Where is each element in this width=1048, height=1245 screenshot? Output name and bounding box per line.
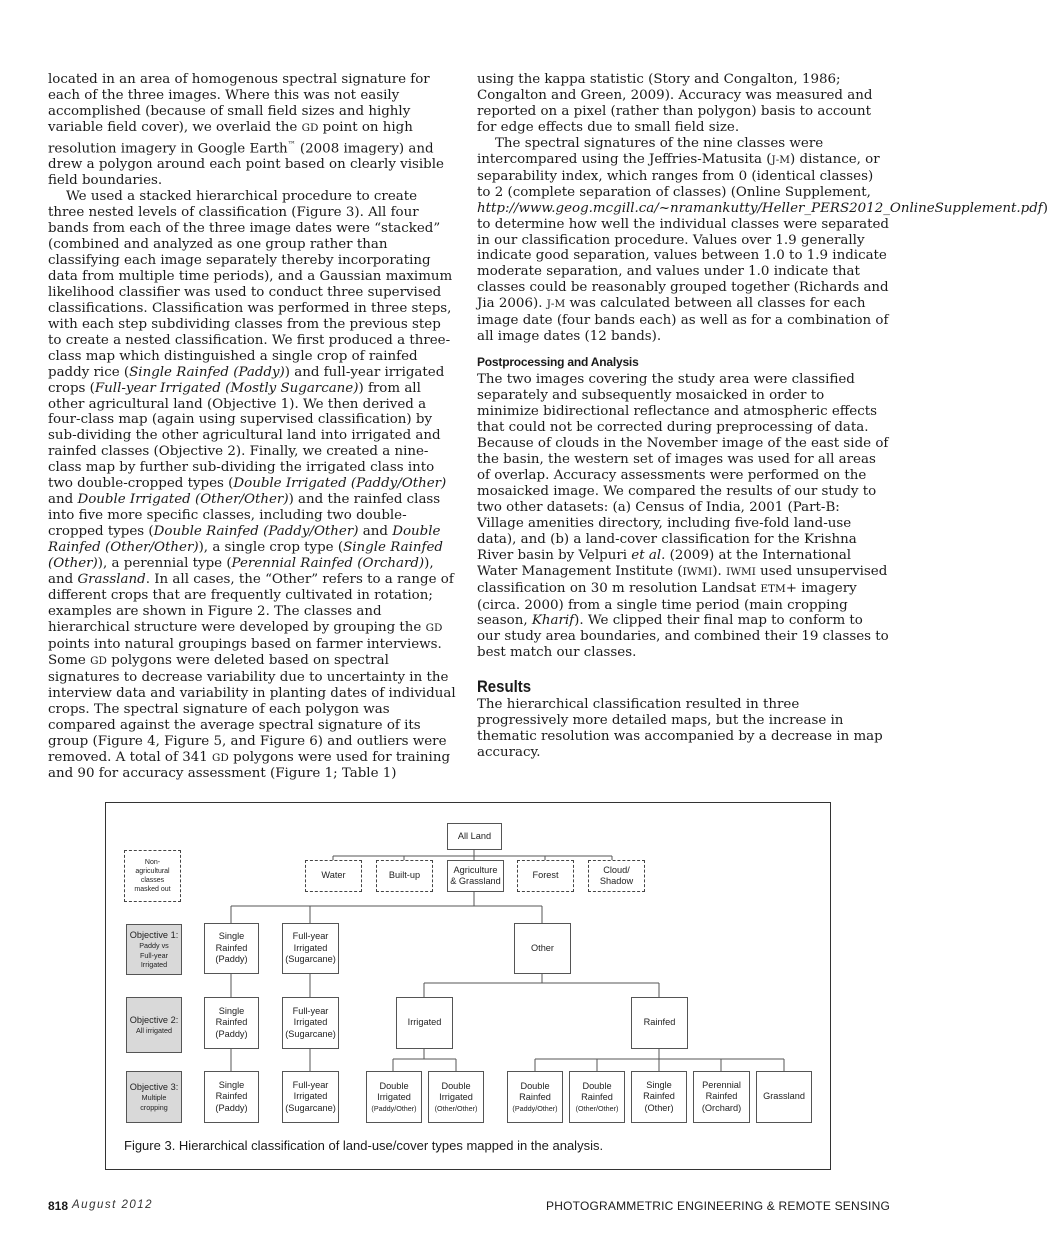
paragraph: located in an area of homogenous spectral signature for each of the three images. Where this was not easily accomplished (because of small field sizes and highly variable field cover), we overlaid the GD point on high resolution imagery in Google Earth™ (2008 imagery) and drew a polygon around each point based on clearly visible field boundaries. <box>48 72 444 189</box>
left-text-column <box>48 72 456 782</box>
node-cloud-shadow: Cloud/ Shadow <box>588 860 645 892</box>
node-fullyear-irrigated-l3: Full-year Irrigated (Sugarcane) <box>282 1071 339 1123</box>
node-single-rainfed-other: Single Rainfed (Other) <box>631 1071 687 1123</box>
node-masked-note: Non- agricultural classes masked out <box>124 850 181 902</box>
paragraph: We used a stacked hierarchical procedure to create three nested levels of classification (Figure 3). All four bands from each of the three image dates were “stacked” (combined and analyzed as one group rather than classifying each image separately thereby incorporating data from multiple time periods), and a Gaussian maximum likelihood classifier was used to conduct three supervised classifications. Classification was performed in three steps, with each step subdividing classes from the previous step to create a nested classification. We first produced a three-class map which distinguished a single crop of rainfed paddy rice (Single Rainfed (Paddy)) and full-year irrigated crops (Full-year Irrigated (Mostly Sugarcane)) from all other agricultural land (Objective 1). We then derived a four-class map (again using supervised classification) by sub-dividing the other agricultural land into irrigated and rainfed classes (Objective 2). Finally, we created a nine-class map by further sub-dividing the irrigated class into two double-cropped types (Double Irrigated (Paddy/Other) and Double Irrigated (Other/Other)) and the rainfed class into five more specific classes, including two double-cropped types (Double Rainfed (Paddy/Other) and Double Rainfed (Other/Other)), a single crop type (Single Rainfed (Other)), a perennial type (Perennial Rainfed (Orchard)), and Grassland. In all cases, the “Other” refers to a range of different crops that are frequently cultivated in rotation; examples are shown in Figure 2. The classes and hierarchical structure were developed by grouping the GD points into natural groupings based on farmer interviews. Some GD polygons were deleted based on spectral signatures to decrease variability due to uncertainty in the interview data and variability in planting dates of individual crops. The spectral signature of each polygon was compared against the average spectral signature of its group (Figure 4, Figure 5, and Figure 6) and outliers were removed. A total of 341 GD polygons were used for training and 90 for accuracy assessment (Figure 1; Table 1) <box>48 189 456 782</box>
journal-name: PHOTOGRAMMETRIC ENGINEERING & REMOTE SENSING <box>546 1199 890 1213</box>
figure-caption: Figure 3. Hierarchical classification of land-use/cover types mapped in the analysis. <box>124 1138 604 1153</box>
section-heading-postprocessing: Postprocessing and Analysis <box>477 355 639 370</box>
page-number: 818 <box>48 1199 69 1213</box>
node-other: Other <box>514 923 571 974</box>
figure-3 <box>105 802 831 1170</box>
issue-date: August 2012 <box>72 1199 154 1211</box>
section-heading-results: Results <box>477 677 532 697</box>
right-text-column <box>477 72 1048 761</box>
node-single-rainfed-paddy-l2: Single Rainfed (Paddy) <box>204 997 259 1049</box>
paragraph: The two images covering the study area were classified separately and subsequently mosaicked in order to minimize bidirectional reflectance and atmospheric effects that could not be corrected during preprocessing of data. Because of clouds in the November image of the east side of the basin, the western set of images was used for all areas of overlap. Accuracy assessments were performed on the mosaicked image. We compared the results of our study to two other datasets: (a) Census of India, 2001 (Part-B: Village amenities directory, including five-fold land-use data), and (b) a land-cover classification for the Krishna River basin by Velpuri et al. (2009) at the International Water Management Institute (IWMI). IWMI used unsupervised classification on 30 m resolution Landsat ETM+ imagery (circa. 2000) from a single time period (main cropping season, Kharif). We clipped their final map to conform to our study area boundaries, and combined their 19 classes to best match our classes. <box>477 372 889 661</box>
node-irrigated: Irrigated <box>396 997 453 1049</box>
node-perennial-rainfed-orchard: Perennial Rainfed (Orchard) <box>693 1071 750 1123</box>
node-agriculture-grassland: Agriculture & Grassland <box>447 860 504 892</box>
objective-2-label: Objective 2: All irrigated <box>126 997 182 1053</box>
node-grassland: Grassland <box>756 1071 812 1123</box>
node-fullyear-irrigated-l2: Full-year Irrigated (Sugarcane) <box>282 997 339 1049</box>
node-forest: Forest <box>517 860 574 892</box>
objective-1-label: Objective 1: Paddy vs Full-year Irrigated <box>126 924 182 975</box>
node-single-rainfed-paddy-l3: Single Rainfed (Paddy) <box>204 1071 259 1123</box>
paragraph: using the kappa statistic (Story and Congalton, 1986; Congalton and Green, 2009). Accuracy was measured and reported on a pixel (rather than polygon) basis to account for edge effects due to small field size. <box>477 72 873 135</box>
node-water: Water <box>305 860 362 892</box>
node-double-irrigated-other-other: Double Irrigated (Other/Other) <box>428 1071 484 1123</box>
objective-3-label: Objective 3: Multiple cropping <box>126 1071 182 1123</box>
node-double-rainfed-other-other: Double Rainfed (Other/Other) <box>569 1071 625 1123</box>
node-fullyear-irrigated-l1: Full-year Irrigated (Sugarcane) <box>282 923 339 974</box>
paragraph: The spectral signatures of the nine classes were intercompared using the Jeffries-Matusita (J-M) distance, or separability index, which ranges from 0 (identical classes) to 2 (complete separation of classes) (Online Supplement, http://www.geog.mcgill.ca/~nramankutty/Heller_PERS2012_OnlineSupplement.pdf) to determine how well the individual classes were separated in our classification procedure. Values over 1.9 generally indicate good separation, values between 1.0 to 1.9 indicate moderate separation, and values under 1.0 indicate that classes could be reasonably grouped together (Richards and Jia 2006). J-M was calculated between all classes for each image date (four bands each) as well as for a combination of all image dates (12 bands). <box>477 135 1048 345</box>
page-footer <box>48 1199 890 1219</box>
supplement-url[interactable]: http://www.geog.mcgill.ca/~nramankutty/Heller_PERS2012_OnlineSupplement.pdf <box>477 200 1043 216</box>
node-builtup: Built-up <box>376 860 433 892</box>
node-single-rainfed-paddy-l1: Single Rainfed (Paddy) <box>204 923 259 974</box>
node-double-irrigated-paddy-other: Double Irrigated (Paddy/Other) <box>366 1071 422 1123</box>
node-double-rainfed-paddy-other: Double Rainfed (Paddy/Other) <box>507 1071 563 1123</box>
node-rainfed: Rainfed <box>631 997 688 1049</box>
node-all-land: All Land <box>447 823 502 850</box>
paragraph: The hierarchical classification resulted in three progressively more detailed maps, but the increase in thematic resolution was accompanied by a decrease in map accuracy. <box>477 697 883 761</box>
